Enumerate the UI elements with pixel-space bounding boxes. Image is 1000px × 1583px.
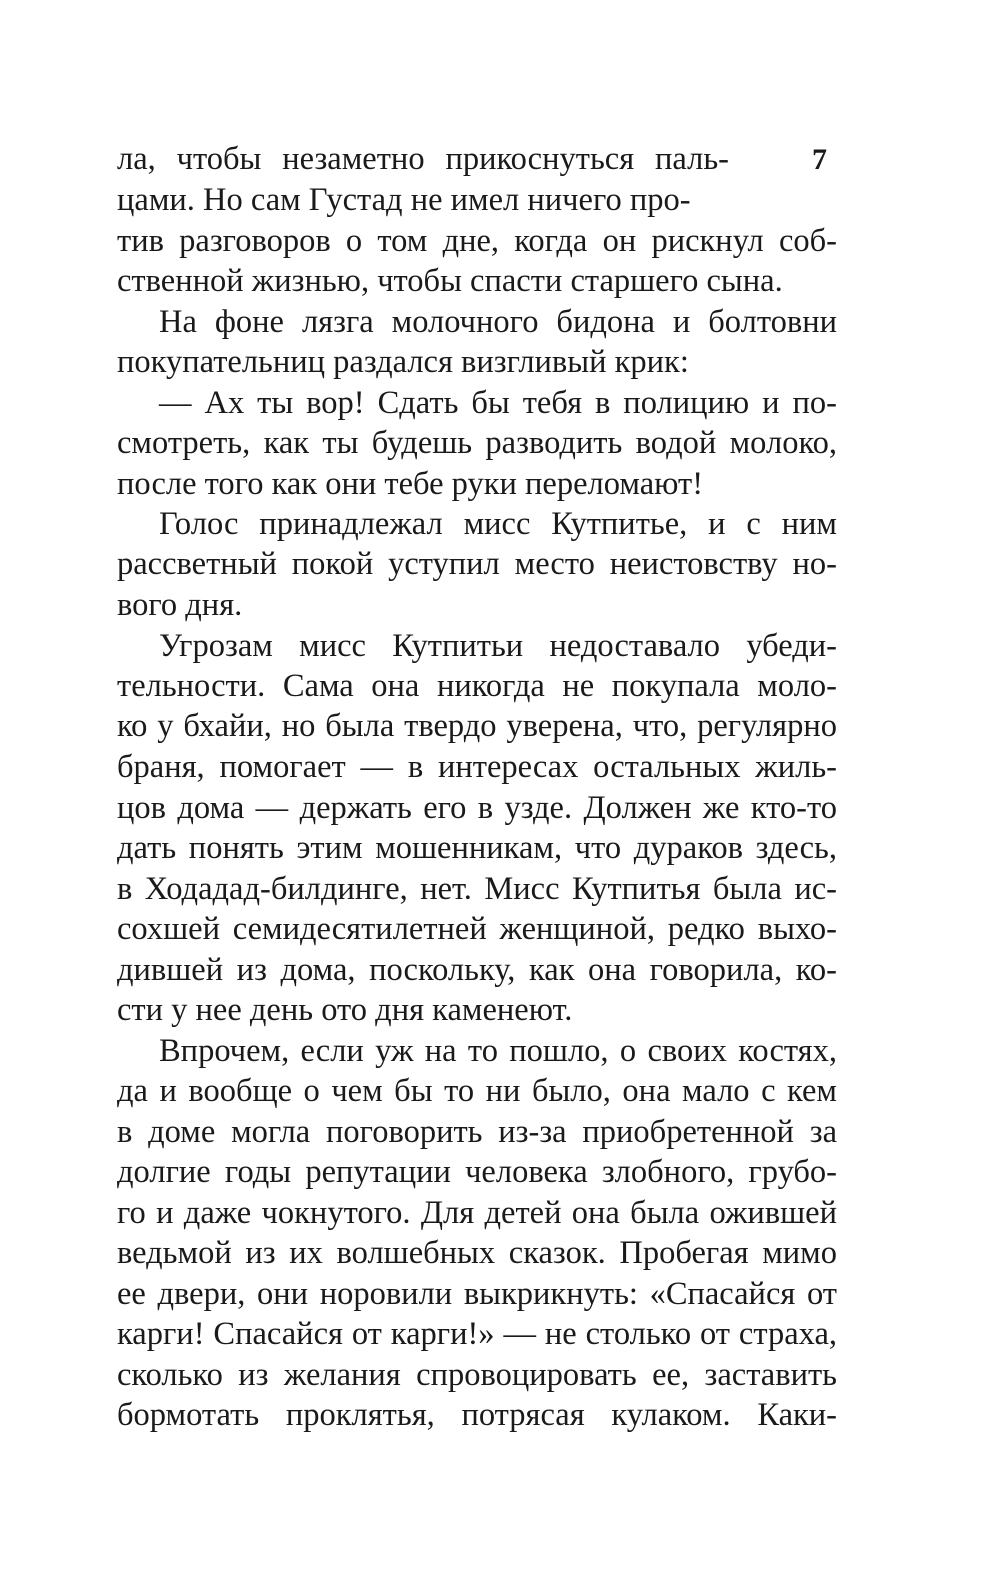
text-line: — Ах ты вор! Сдать бы тебя в полицию и по- xyxy=(159,385,837,421)
text-line: рассветный покой уступил место неистовству но- xyxy=(117,546,837,582)
text-line: цов дома — держать его в узде. Должен же кто-то xyxy=(117,790,837,826)
text-line: вого дня. xyxy=(117,587,243,623)
text-line: после того как они тебе руки переломают! xyxy=(117,466,704,502)
text-line: смотреть, как ты будешь разводить водой молоко, xyxy=(117,425,837,461)
text-line: ко у бхайи, но была твердо уверена, что, регулярно xyxy=(117,708,837,744)
text-line: покупательниц раздался визгливый крик: xyxy=(117,344,689,380)
text-line: карги! Спасайся от карги!» — не столько от страха, xyxy=(117,1316,837,1352)
text-line: сти у нее день ото дня каменеют. xyxy=(117,992,573,1028)
text-line: Голос принадлежал мисс Кутпитье, и с ним xyxy=(159,506,837,542)
text-line: тельности. Сама она никогда не покупала моло- xyxy=(117,668,837,704)
text-line: дившей из дома, поскольку, как она говорила, ко- xyxy=(117,952,837,988)
text-line: сколько из желания спровоцировать ее, заставить xyxy=(117,1357,837,1393)
text-line: в Ходадад-билдинге, нет. Мисс Кутпитья была ис- xyxy=(117,871,837,907)
text-line: долгие годы репутации человека злобного, грубо- xyxy=(117,1154,837,1190)
text-line: Угрозам мисс Кутпитьи недоставало убеди- xyxy=(159,628,837,664)
text-line: тив разговоров о том дне, когда он рискнул соб- xyxy=(117,223,837,259)
text-line: ее двери, они норовили выкрикнуть: «Спасайся от xyxy=(117,1276,837,1312)
text-line: в доме могла поговорить из-за приобретенной за xyxy=(117,1114,837,1150)
text-line: бормотать проклятья, потрясая кулаком. Каки- xyxy=(117,1397,837,1433)
text-line: На фоне лязга молочного бидона и болтовни xyxy=(159,304,837,340)
text-line: да и вообще о чем бы то ни было, она мало с кем xyxy=(117,1073,837,1109)
text-line: сохшей семидесятилетней женщиной, редко выхо- xyxy=(117,911,837,947)
text-line: браня, помогает — в интересах остальных жиль- xyxy=(117,749,837,785)
text-line: ведьмой из их волшебных сказок. Пробегая мимо xyxy=(117,1235,837,1271)
text-line: дать понять этим мошенникам, что дураков здесь, xyxy=(117,830,837,866)
text-line: ственной жизнью, чтобы спасти старшего сына. xyxy=(117,263,783,299)
text-line: цами. Но сам Густад не имел ничего про- xyxy=(117,182,691,218)
page-number: 7 xyxy=(812,143,827,176)
text-line: ла, чтобы незаметно прикоснуться паль- xyxy=(117,141,729,177)
text-line: Впрочем, если уж на то пошло, о своих костях, xyxy=(159,1033,837,1069)
text-line: го и даже чокнутого. Для детей она была ожившей xyxy=(117,1195,837,1231)
